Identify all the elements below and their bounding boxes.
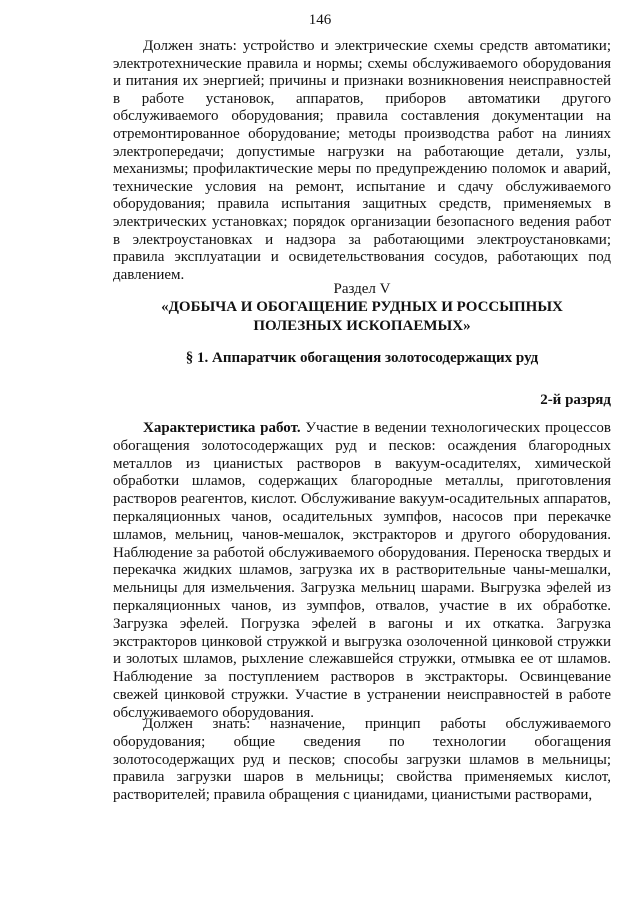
section-heading xyxy=(113,280,611,336)
must-know-paragraph: Должен знать: назначение, принцип работы обслуживаемого оборудования; общие сведения по технологии обогащения золотосодержащих руд и песков; способы загрузки шламов в мельницы; правила загрузки шаров в мельницы; свойства применяемых кислот, растворителей; правила обращения с цианидами, цианистыми растворами, xyxy=(113,716,611,804)
characteristics-text: Участие в ведении технологических процессов обогащения золотосодержащих руд и песков: осаждения благородных металлов из цианистых растворов в вакуум-осадителях, химической обработки шламов, содержащих благородные металлы, приготовления растворов реагентов, кислот. Обслуживание вакуум-осадительных аппаратов, перкаляционных чанов, осадительных зумпфов, насосов при перекачке шламов, мельниц, чанов-мешалок, экстракторов и другого оборудования. Наблюдение за работой обслуживаемого оборудования. Переноска твердых и перекачка жидких шламов, загрузка их в растворительные чаны-мешалки, мельницы для измельчения. Загрузка мельниц шарами. Выгрузка эфелей из перкаляционных чанов, из зумпфов, отвалов, участие в их обработке. Загрузка эфелей. Погрузка эфелей в вагоны и их откатка. Загрузка экстракторов цинковой стружкой и выгрузка озолоченной цинковой стружки и золотых шламов, рыхление слежавшейся стружки, отмывка ее от шламов. Наблюдение за поступлением растворов в экстракторы. Освинцевание свежей цинковой стружки. Участие в устранении неисправностей в работе обслуживаемого оборудования. xyxy=(113,420,612,721)
intro-paragraph: Должен знать: устройство и электрические схемы средств автоматики; электротехнические правила и нормы; схемы обслуживаемого оборудования и питания их энергией; причины и признаки возникновения неисправностей в работе установок, аппаратов, приборов автоматики другого обслуживаемого оборудования; правила составления документации на отремонтированное оборудование; методы производства работ на линиях электропередачи; допустимые нагрузки на работающие детали, узлы, механизмы; профилактические меры по предупреждению поломок и аварий, технические условия на ремонт, испытание и сдачу обслуживаемого оборудования; правила испытания защитных средств, применяемых в электрических установках; порядок организации безопасного ведения работ в электроустановках и надзора за работающими электроустановками; правила эксплуатации и освидетельствования сосудов, работающих под давлением. xyxy=(113,38,611,283)
paragraph-title: § 1. Аппаратчик обогащения золотосодержащих руд xyxy=(185,350,539,366)
page-number: 146 xyxy=(308,12,332,28)
characteristics-label: Характеристика работ. xyxy=(143,420,301,436)
characteristics-paragraph xyxy=(113,420,611,723)
section-title-line-2: ПОЛЕЗНЫХ ИСКОПАЕМЫХ» xyxy=(253,318,471,334)
grade-label: 2-й разряд xyxy=(540,392,611,408)
section-label: Раздел V xyxy=(333,281,391,297)
section-title-line-1: «ДОБЫЧА И ОБОГАЩЕНИЕ РУДНЫХ И РОССЫПНЫХ xyxy=(161,299,563,315)
